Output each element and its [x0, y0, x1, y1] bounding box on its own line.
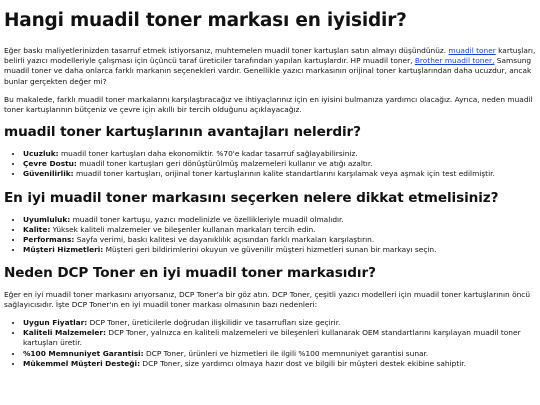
list-item-term: Güvenilirlik:: [23, 169, 74, 179]
list-item-term: Kalite:: [23, 224, 51, 234]
list-item-term: Ucuzluk:: [23, 149, 59, 159]
list-item: [23, 359, 536, 369]
intro-paragraph-2: Bu makalede, farklı muadil toner markalarını karşılaştıracağız ve ihtiyaçlarınız için en iyisini bulmanıza yardımcı olacağız. Ayrıca, neden muadil toner kartuşlarının bütçeniz ve çevre için akıllı bir tercih olduğunu açıklayacağız.: [4, 94, 533, 115]
list-item-term: Çevre Dostu:: [23, 159, 77, 169]
list-item-text: Sayfa verimi, baskı kalitesi ve dayanıklılık açısından farklı markaları karşılaştırın.: [76, 234, 375, 244]
list-item-term: Uyumluluk:: [23, 214, 71, 224]
dcp-toner-reasons-list: [4, 318, 536, 368]
list-item-text: Müşteri geri bildirimlerini okuyun ve güvenilir müşteri hizmetleri sunan bir markayı seçin.: [105, 244, 437, 254]
brother-muadil-toner-link[interactable]: Brother muadil toner,: [414, 56, 495, 66]
list-item: [23, 318, 536, 328]
intro-paragraph-1: [4, 46, 536, 87]
list-item-text: muadil toner kartuşları, orijinal toner kartuşlarının kalite standartlarını karşılamak veya aşmak için test edilmiştir.: [75, 169, 495, 179]
section-heading-selection: En iyi muadil toner markasını seçerken nelere dikkat etmelisiniz?: [4, 189, 499, 206]
list-item-term: Uygun Fiyatlar:: [23, 318, 88, 328]
list-item: [23, 215, 536, 225]
list-item: [23, 235, 536, 245]
list-item-text: DCP Toner, size yardımcı olmaya hazır dost ve bilgili bir müşteri destek ekibine sahiptir.: [142, 358, 466, 368]
intro-text-1: Eğer baskı maliyetlerinizden tasarruf etmek istiyorsanız, muhtemelen muadil toner kartuşları satın almayı düşündünüz.: [4, 46, 447, 55]
list-item-text: muadil toner kartuşları geri dönüştürülmüş malzemeleri kullanır ve atığı azaltır.: [79, 159, 373, 169]
list-item-text: DCP Toner, yalnızca en kaliteli malzemeleri ve bileşenleri kullanarak OEM standartlarını karşılayan muadil toner kartuşları üretir.: [23, 328, 521, 348]
section-heading-advantages: muadil toner kartuşlarının avantajları nelerdir?: [4, 124, 361, 141]
list-item-text: DCP Toner, ürünleri ve hizmetleri ile ilgili %100 memnuniyet garantisi sunar.: [146, 348, 429, 358]
intro-text-3: Samsung muadil toner ve daha onlarca farklı markanın seçenekleri vardır. Genellikle yazıcı markasının orijinal toner kartuşlarından daha ucuzdur, ancak bunlar gerçekten değer mi?: [4, 56, 532, 86]
list-item-term: Müşteri Hizmetleri:: [23, 244, 104, 254]
list-item-term: Performans:: [23, 234, 75, 244]
list-item-term: %100 Memnuniyet Garantisi:: [23, 348, 144, 358]
section-heading-dcp-toner: Neden DCP Toner en iyi muadil toner markasıdır?: [4, 264, 376, 281]
list-item: [23, 245, 536, 255]
list-item-term: Kaliteli Malzemeler:: [23, 328, 107, 338]
list-item-text: Yüksek kaliteli malzemeler ve bileşenler kullanan markaları tercih edin.: [52, 224, 316, 234]
muadil-toner-link[interactable]: muadil toner: [448, 46, 496, 55]
list-item: [23, 169, 536, 179]
list-item: [23, 149, 536, 159]
dcp-toner-paragraph: Eğer en iyi muadil toner markasını arıyorsanız, DCP Toner'a bir göz atın. DCP Toner, çeşitli yazıcı modelleri için muadil toner kartuşlarının öncü sağlayıcısıdır. İşte DCP Toner'ın en iyi muadil toner markası olmasının bazı nedenleri:: [4, 289, 531, 310]
list-item-text: muadil toner kartuşu, yazıcı modelinizle ve özellikleriyle muadil olmalıdır.: [72, 214, 344, 224]
list-item: [23, 349, 536, 359]
intro-text-2: kartuşları, belirli yazıcı modelleriyle çalışması için üçüncü taraf üreticiler tarafından yapılan kartuşlardır. HP muadil toner,: [4, 46, 536, 66]
list-item-text: DCP Toner, üreticilerle doğrudan ilişkilidir ve tasarrufları size geçirir.: [89, 318, 341, 328]
page-title: Hangi muadil toner markası en iyisidir?: [4, 10, 407, 31]
list-item-term: Mükemmel Müşteri Desteği:: [23, 358, 141, 368]
list-item: [23, 225, 536, 235]
advantages-list: [4, 149, 536, 179]
list-item: [23, 328, 536, 348]
list-item-text: muadil toner kartuşları daha ekonomiktir. %70'e kadar tasarruf sağlayabilirsiniz.: [60, 149, 358, 159]
selection-criteria-list: [4, 215, 536, 255]
list-item: [23, 159, 536, 169]
